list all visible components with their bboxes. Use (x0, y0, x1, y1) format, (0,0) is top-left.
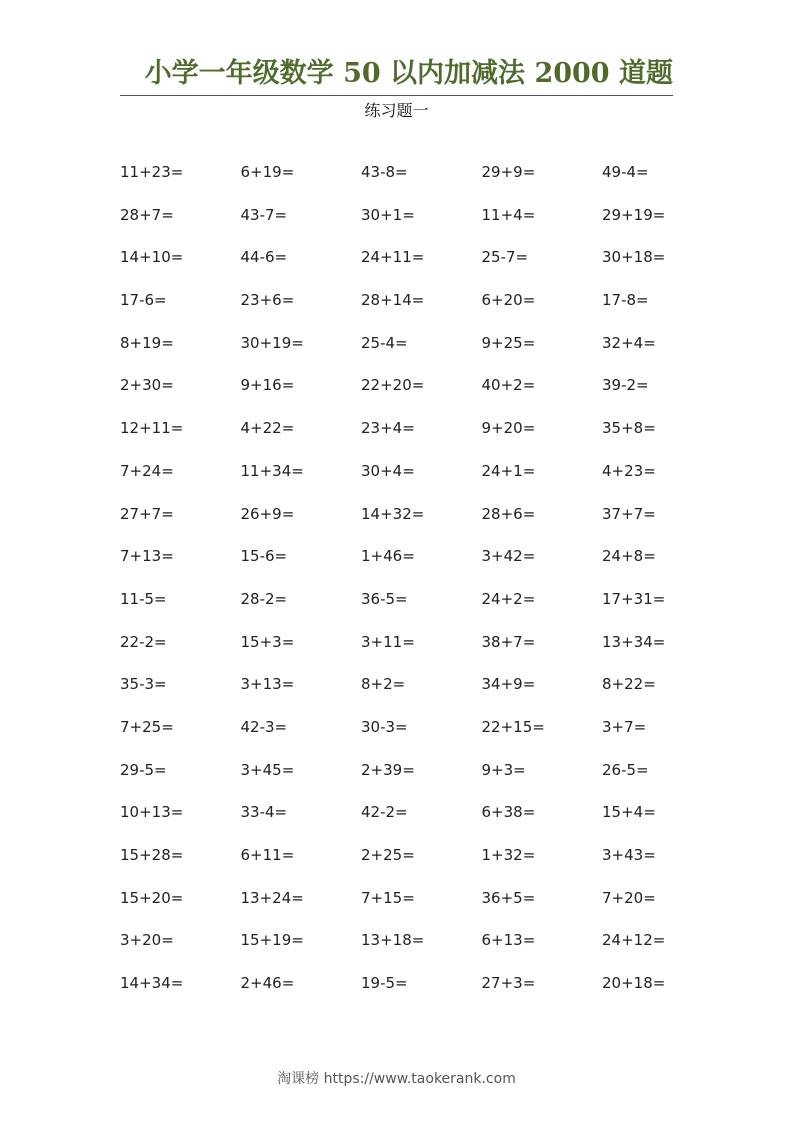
math-problem: 37+7= (602, 504, 656, 523)
math-problem: 35+8= (602, 419, 656, 438)
math-problem: 28-2= (240, 589, 288, 608)
math-problem: 2+30= (120, 376, 174, 395)
math-problem: 29+19= (602, 205, 666, 224)
math-problem: 42-3= (240, 717, 288, 736)
math-problem: 27+3= (481, 974, 536, 993)
math-problem: 14+34= (120, 974, 184, 993)
math-problem: 11+23= (120, 163, 184, 181)
math-problem: 2+25= (361, 846, 415, 864)
math-problem: 3+43= (602, 846, 656, 864)
math-problem: 22-2= (120, 632, 167, 651)
math-problem: 10+13= (120, 803, 184, 822)
math-problem: 4+22= (240, 419, 295, 438)
math-problem: 9+25= (481, 333, 536, 352)
math-problem: 19-5= (361, 974, 408, 993)
math-problem: 3+45= (240, 760, 295, 779)
math-problem: 24+12= (602, 931, 666, 950)
math-problem: 7+13= (120, 547, 174, 566)
title-divider (120, 95, 673, 96)
math-problem: 34+9= (481, 675, 536, 694)
math-problem: 3+11= (361, 632, 415, 651)
math-problem: 11+34= (240, 461, 304, 480)
math-problem: 14+10= (120, 248, 184, 267)
math-problem: 3+7= (602, 717, 647, 736)
math-problem: 43-8= (361, 163, 408, 181)
math-problem: 14+32= (361, 504, 425, 523)
math-problem: 7+25= (120, 717, 174, 736)
math-problem: 30+19= (240, 333, 304, 352)
math-problem: 36+5= (481, 888, 536, 907)
math-problem: 32+4= (602, 333, 656, 352)
math-problem: 42-2= (361, 803, 408, 822)
math-problem: 6+38= (481, 803, 536, 822)
math-problem: 43-7= (240, 205, 288, 224)
math-problem: 30+18= (602, 248, 666, 267)
math-problem: 9+20= (481, 419, 536, 438)
math-problem: 22+20= (361, 376, 425, 395)
math-problem: 36-5= (361, 589, 408, 608)
math-problem: 3+20= (120, 931, 174, 950)
math-problem: 13+34= (602, 632, 666, 651)
math-problem: 38+7= (481, 632, 536, 651)
math-problem: 22+15= (481, 717, 545, 736)
math-problem: 9+16= (240, 376, 295, 395)
math-problem: 2+46= (240, 974, 295, 993)
math-problem: 30+1= (361, 205, 415, 224)
math-problem: 13+18= (361, 931, 425, 950)
math-problem: 17-6= (120, 291, 167, 310)
math-problem: 15+4= (602, 803, 656, 822)
math-problem: 15+3= (240, 632, 295, 651)
math-problem: 7+24= (120, 461, 174, 480)
math-problem: 7+20= (602, 888, 656, 907)
math-problem: 28+14= (361, 291, 425, 310)
math-problem: 13+24= (240, 888, 304, 907)
math-problem: 44-6= (240, 248, 288, 267)
math-problem: 15+19= (240, 931, 304, 950)
math-problem: 6+11= (240, 846, 295, 864)
math-problem: 35-3= (120, 675, 167, 694)
math-problem: 24+1= (481, 461, 536, 480)
math-problem: 40+2= (481, 376, 536, 395)
math-problem: 17+31= (602, 589, 666, 608)
math-problem: 3+42= (481, 547, 536, 566)
math-problem: 24+11= (361, 248, 425, 267)
math-problem: 25-7= (481, 248, 529, 267)
footer-watermark: 淘课榜 https://www.taokerank.com (277, 1071, 516, 1087)
math-problem: 26-5= (602, 760, 649, 779)
math-problem: 11+4= (481, 205, 536, 224)
math-problem: 23+6= (240, 291, 295, 310)
math-problem: 8+19= (120, 333, 174, 352)
math-problem: 7+15= (361, 888, 415, 907)
math-problem: 27+7= (120, 504, 174, 523)
math-problem: 33-4= (240, 803, 288, 822)
math-problem: 26+9= (240, 504, 295, 523)
math-problem: 29-5= (120, 760, 167, 779)
math-problem: 4+23= (602, 461, 656, 480)
math-problem: 49-4= (602, 163, 649, 181)
math-problem: 30-3= (361, 717, 408, 736)
math-problem: 2+39= (361, 760, 415, 779)
math-problem: 3+13= (240, 675, 295, 694)
math-problem: 6+13= (481, 931, 536, 950)
page-title: 小学一年级数学 50 以内加减法 2000 道题 (144, 58, 673, 89)
math-problem: 20+18= (602, 974, 666, 993)
math-problem: 8+2= (361, 675, 406, 694)
math-problem: 30+4= (361, 461, 415, 480)
math-problem: 23+4= (361, 419, 415, 438)
math-problem: 1+46= (361, 547, 415, 566)
math-problem: 6+20= (481, 291, 536, 310)
math-problem: 9+3= (481, 760, 526, 779)
math-problem: 28+6= (481, 504, 536, 523)
math-problem: 25-4= (361, 333, 408, 352)
math-problem: 15+20= (120, 888, 184, 907)
math-problem: 39-2= (602, 376, 649, 395)
math-problem: 1+32= (481, 846, 536, 864)
math-problem: 15+28= (120, 846, 184, 864)
math-problem: 12+11= (120, 419, 184, 438)
math-problem: 6+19= (240, 163, 295, 181)
math-problem: 15-6= (240, 547, 288, 566)
math-problem: 29+9= (481, 163, 536, 181)
math-problem: 24+2= (481, 589, 536, 608)
math-problem: 28+7= (120, 205, 174, 224)
math-problem: 24+8= (602, 547, 656, 566)
math-problem: 11-5= (120, 589, 167, 608)
exercise-subtitle: 练习题一 (364, 101, 429, 120)
math-problem: 8+22= (602, 675, 656, 694)
problem-grid (120, 161, 680, 1015)
math-problem: 17-8= (602, 291, 649, 310)
